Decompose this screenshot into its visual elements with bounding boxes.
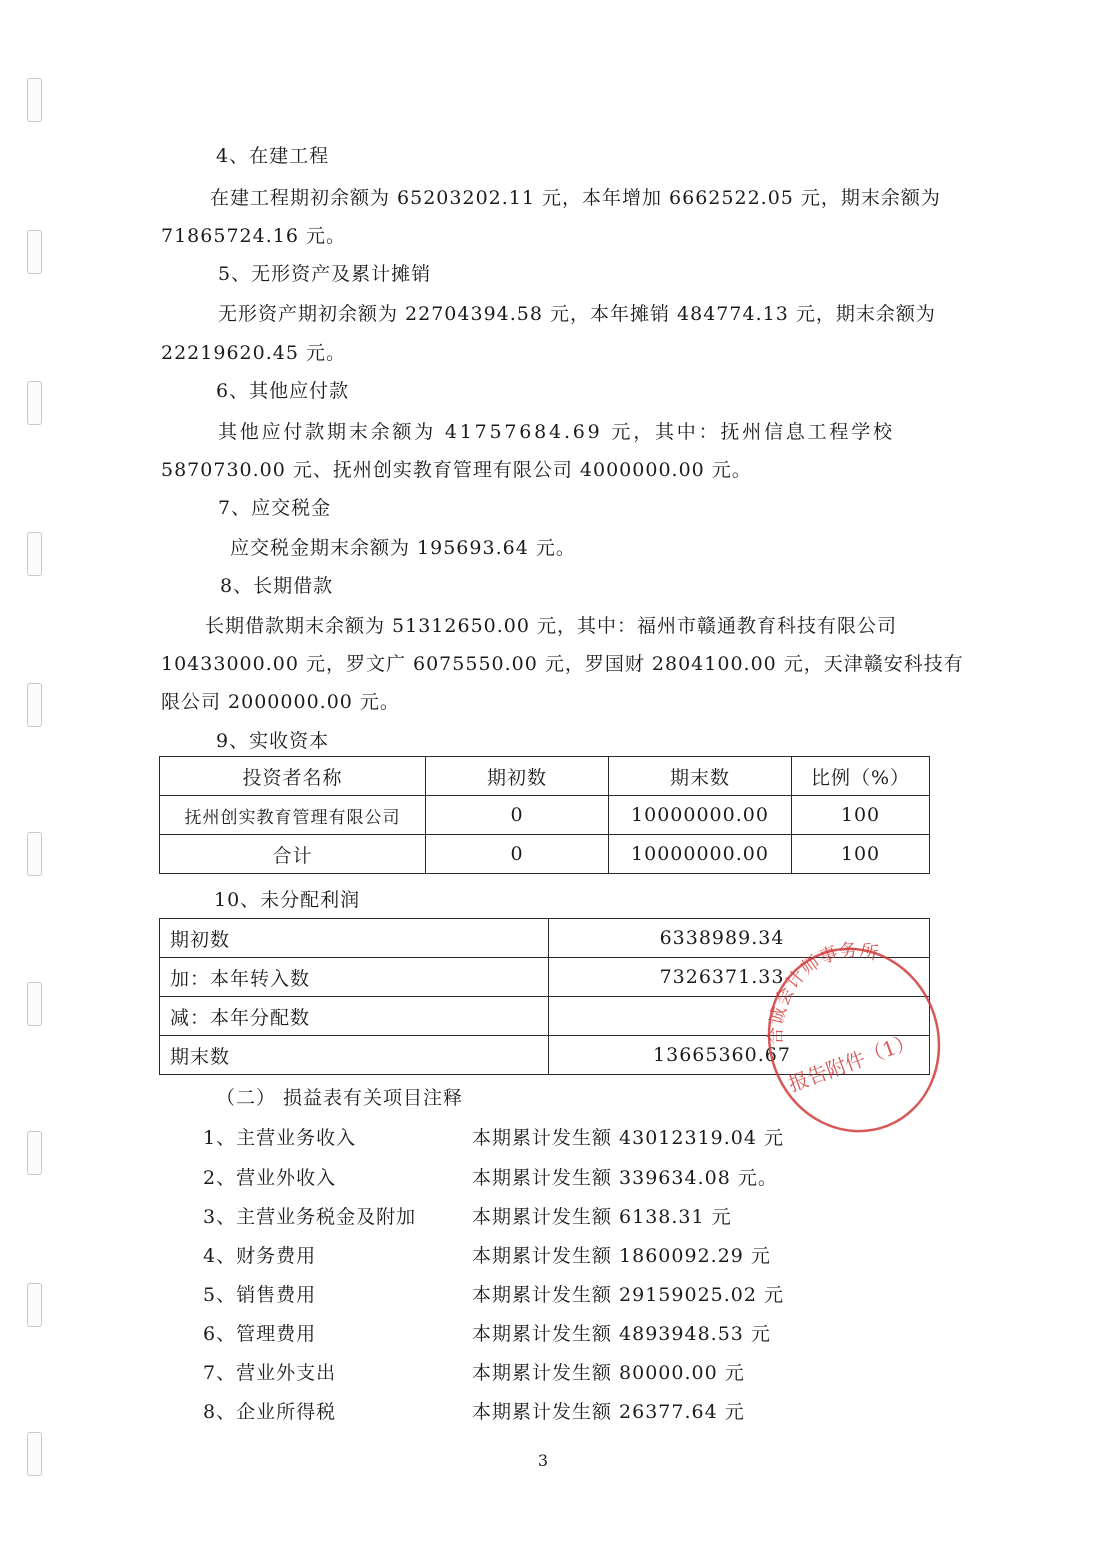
section-5-title: 5、无形资产及累计摊销 [218, 263, 432, 285]
section-4-title: 4、在建工程 [216, 145, 330, 167]
section-10-title: 10、未分配利润 [214, 889, 361, 911]
section-8-title: 8、长期借款 [220, 575, 334, 597]
section-5-text: 无形资产期初余额为 22704394.58 元，本年摊销 484774.13 元，期末余额为 [218, 303, 936, 325]
table-cell: 0 [426, 796, 609, 835]
table-cell: 100 [792, 835, 930, 874]
section-7-title: 7、应交税金 [218, 497, 332, 519]
table-cell: 6338989.34 [549, 919, 930, 958]
binder-hole [27, 832, 42, 876]
table-row [160, 835, 930, 874]
section-5-text-cont: 22219620.45 元。 [161, 342, 346, 364]
section-9-title: 9、实收资本 [216, 730, 330, 752]
table-cell: 10000000.00 [609, 796, 792, 835]
paid-in-capital-table [159, 756, 930, 874]
header-cell: 期末数 [609, 757, 792, 796]
table-cell: 抚州创实教育管理有限公司 [160, 796, 426, 835]
income-item-name: 2、营业外收入 [203, 1167, 337, 1189]
table-cell: 7326371.33 [549, 958, 930, 997]
income-item-name: 5、销售费用 [203, 1284, 317, 1306]
income-item-value: 本期累计发生额 43012319.04 元 [472, 1127, 785, 1149]
table-cell: 13665360.67 [549, 1036, 930, 1075]
table-cell: 0 [426, 835, 609, 874]
header-cell: 投资者名称 [160, 757, 426, 796]
binder-hole [27, 683, 42, 727]
income-item-value: 本期累计发生额 29159025.02 元 [472, 1284, 785, 1306]
binder-hole [27, 381, 42, 425]
income-item-value: 本期累计发生额 1860092.29 元 [472, 1245, 771, 1267]
section-4-text-cont: 71865724.16 元。 [161, 225, 346, 247]
table-cell: 期初数 [160, 919, 549, 958]
income-item-name: 8、企业所得税 [203, 1401, 337, 1423]
section-6-text-cont: 5870730.00 元、抚州创实教育管理有限公司 4000000.00 元。 [161, 459, 752, 481]
binder-hole [27, 1131, 42, 1175]
section-7-text: 应交税金期末余额为 195693.64 元。 [230, 537, 576, 559]
header-cell: 期初数 [426, 757, 609, 796]
binder-hole [27, 230, 42, 274]
income-item-name: 6、管理费用 [203, 1323, 317, 1345]
income-item-name: 7、营业外支出 [203, 1362, 337, 1384]
section-4-text: 在建工程期初余额为 65203202.11 元，本年增加 6662522.05 元，期末余额为 [210, 187, 941, 209]
table-cell: 100 [792, 796, 930, 835]
seal-outer-text: 合诚会计师事务所 [765, 939, 882, 1046]
binder-hole [27, 532, 42, 576]
income-item-value: 本期累计发生额 339634.08 元。 [472, 1167, 778, 1189]
table-cell: 加：本年转入数 [160, 958, 549, 997]
income-item-name: 1、主营业务收入 [203, 1127, 357, 1149]
income-item-name: 3、主营业务税金及附加 [203, 1206, 417, 1228]
section-6-text: 其他应付款期末余额为 41757684.69 元，其中：抚州信息工程学校 [218, 421, 895, 443]
income-item-value: 本期累计发生额 4893948.53 元 [472, 1323, 771, 1345]
binder-hole [27, 78, 42, 122]
income-item-value: 本期累计发生额 26377.64 元 [472, 1401, 745, 1423]
binder-hole [27, 1283, 42, 1327]
table-cell: 减：本年分配数 [160, 997, 549, 1036]
section-8-text: 长期借款期末余额为 51312650.00 元，其中：福州市赣通教育科技有限公司 [205, 615, 898, 637]
income-item-value: 本期累计发生额 6138.31 元 [472, 1206, 732, 1228]
svg-text:合诚会计师事务所 [766, 940, 882, 1045]
income-item-value: 本期累计发生额 80000.00 元 [472, 1362, 745, 1384]
table-header-row [160, 757, 930, 796]
table-cell: 合计 [160, 835, 426, 874]
table-cell: 10000000.00 [609, 835, 792, 874]
table-cell: 期末数 [160, 1036, 549, 1075]
table-row [160, 796, 930, 835]
red-seal-stamp [756, 937, 941, 1137]
part-two-title: （二） 损益表有关项目注释 [216, 1087, 464, 1109]
income-item-name: 4、财务费用 [203, 1245, 317, 1267]
header-cell: 比例（%） [792, 757, 930, 796]
section-8-text-cont: 10433000.00 元，罗文广 6075550.00 元，罗国财 2804100.00 元，天津赣安科技有 [161, 653, 964, 675]
page-number: 3 [537, 1451, 549, 1470]
seal-inner-text: 报告附件（1） [785, 1028, 919, 1097]
section-8-text-cont2: 限公司 2000000.00 元。 [161, 691, 400, 713]
binder-hole [27, 982, 42, 1026]
section-6-title: 6、其他应付款 [216, 380, 350, 402]
